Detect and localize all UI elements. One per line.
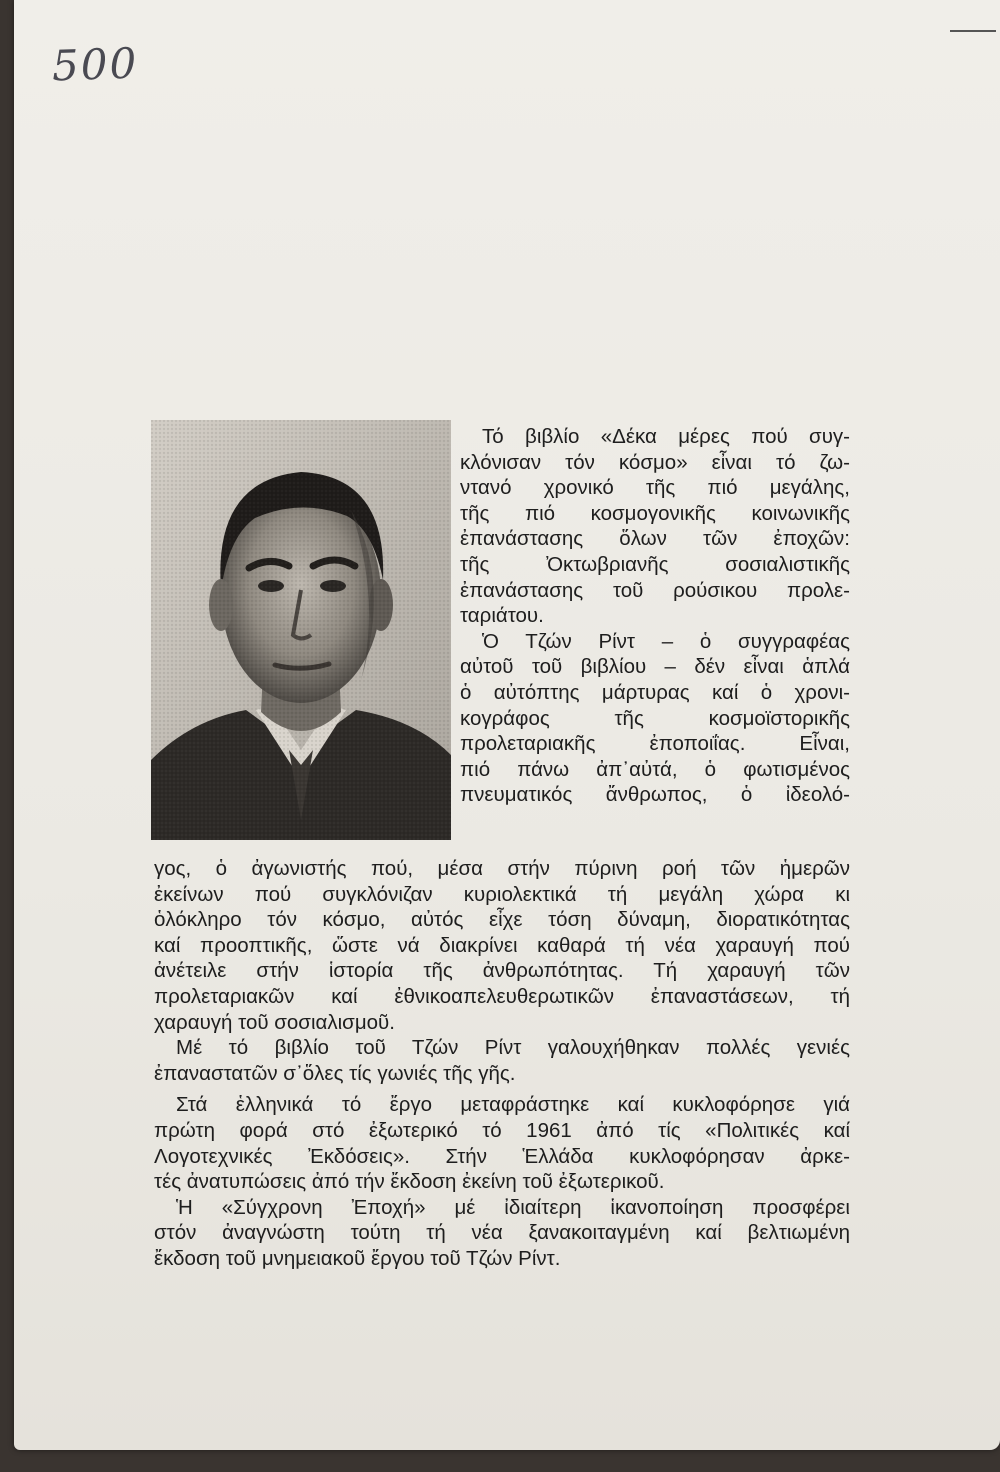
text-line: ὁλόκληρο τόν κόσμο, αὐτός εἶχε τόση δύναμη, διορατικότητας [154, 908, 850, 932]
text-line: πιό πάνω ἀπ᾽αὐτά, ὁ φωτισμένος [460, 757, 850, 781]
text-line: προλεταριακῆς ἐποποιΐας. Εἶναι, [460, 732, 850, 756]
body-text-full-width [154, 856, 850, 1272]
text-line: στόν ἀναγνώστη τούτη τή νέα ξανακοιταγμένη καί βελτιωμένη [154, 1221, 850, 1245]
text-line: Ὁ Τζών Ρίντ – ὁ συγγραφέας [482, 629, 850, 653]
text-line: πνευματικός ἄνθρωπος, ὁ ἰδεολό- [460, 783, 850, 807]
text-line: κογράφος τῆς κοσμοϊστορικῆς [460, 706, 850, 730]
text-line: χαραυγή τοῦ σοσιαλισμοῦ. [154, 1010, 395, 1034]
text-line: ἐπανάστασης ὅλων τῶν ἐποχῶν: [460, 527, 850, 551]
text-line: καί προοπτικῆς, ὥστε νά διακρίνει καθαρά τή νέα χαραυγή πού [154, 933, 850, 957]
text-line: ντανό χρονικό τῆς πιό μεγάλης, [460, 476, 850, 500]
text-line: Λογοτεχνικές Ἐκδόσεις». Στήν Ἑλλάδα κυκλοφόρησαν ἀρκε- [154, 1144, 850, 1168]
text-line: ἐκείνων πού συγκλόνιζαν κυριολεκτικά τή μεγάλη χώρα κι [154, 882, 850, 906]
text-line: τῆς πιό κοσμογονικῆς κοινωνικῆς [460, 501, 850, 525]
author-portrait-photo [151, 420, 451, 840]
text-line: ἐπανάστασης τοῦ ρούσικου προλε- [460, 578, 850, 602]
text-line: Τό βιβλίο «Δέκα μέρες πού συγ- [482, 425, 850, 448]
text-line: γος, ὁ ἀγωνιστής πού, μέσα στήν πύρινη ροή τῶν ἡμερῶν [154, 857, 850, 880]
book-back-cover [14, 0, 1000, 1450]
text-line: ἐπαναστατῶν σ᾽ὅλες τίς γωνιές τῆς γῆς. [154, 1061, 516, 1085]
text-line: ἀνέτειλε στήν ἱστορία τῆς ἀνθρωπότητας. Τή χαραυγή τῶν [154, 959, 850, 983]
text-line: αὐτοῦ τοῦ βιβλίου – δέν εἶναι ἁπλά [460, 655, 850, 679]
text-line: ὁ αὐτόπτης μάρτυρας καί ὁ χρονι- [460, 680, 850, 704]
text-line: ἔκδοση τοῦ μνημειακοῦ ἔργου τοῦ Τζών Ρίντ. [154, 1246, 561, 1270]
text-line: πρώτη φορά στό ἐξωτερικό τό 1961 ἀπό τίς «Πολιτικές καί [154, 1118, 850, 1142]
text-line: προλεταριακῶν καί ἐθνικοαπελευθερωτικῶν ἐπαναστάσεων, τή [154, 984, 850, 1008]
corner-pencil-mark [950, 30, 996, 32]
text-line: Στά ἑλληνικά τό ἔργο μεταφράστηκε καί κυκλοφόρησε γιά [176, 1093, 850, 1117]
text-line: Μέ τό βιβλίο τοῦ Τζών Ρίντ γαλουχήθηκαν πολλές γενιές [176, 1036, 850, 1060]
text-line: τῆς Ὀκτωβριανῆς σοσιαλιστικῆς [460, 552, 850, 576]
text-line: Ἡ «Σύγχρονη Ἐποχή» μέ ἰδιαίτερη ἱκανοποίηση προσφέρει [176, 1195, 850, 1219]
handwritten-price-note: 500 [51, 38, 140, 91]
text-line: κλόνισαν τόν κόσμο» εἶναι τό ζω- [460, 450, 850, 474]
intro-paragraph-wrapped [460, 424, 850, 808]
text-line: ταριάτου. [460, 604, 544, 628]
text-line: τές ἀνατυπώσεις ἀπό τήν ἔκδοση ἐκείνη τοῦ ἐξωτερικοῦ. [154, 1170, 665, 1194]
